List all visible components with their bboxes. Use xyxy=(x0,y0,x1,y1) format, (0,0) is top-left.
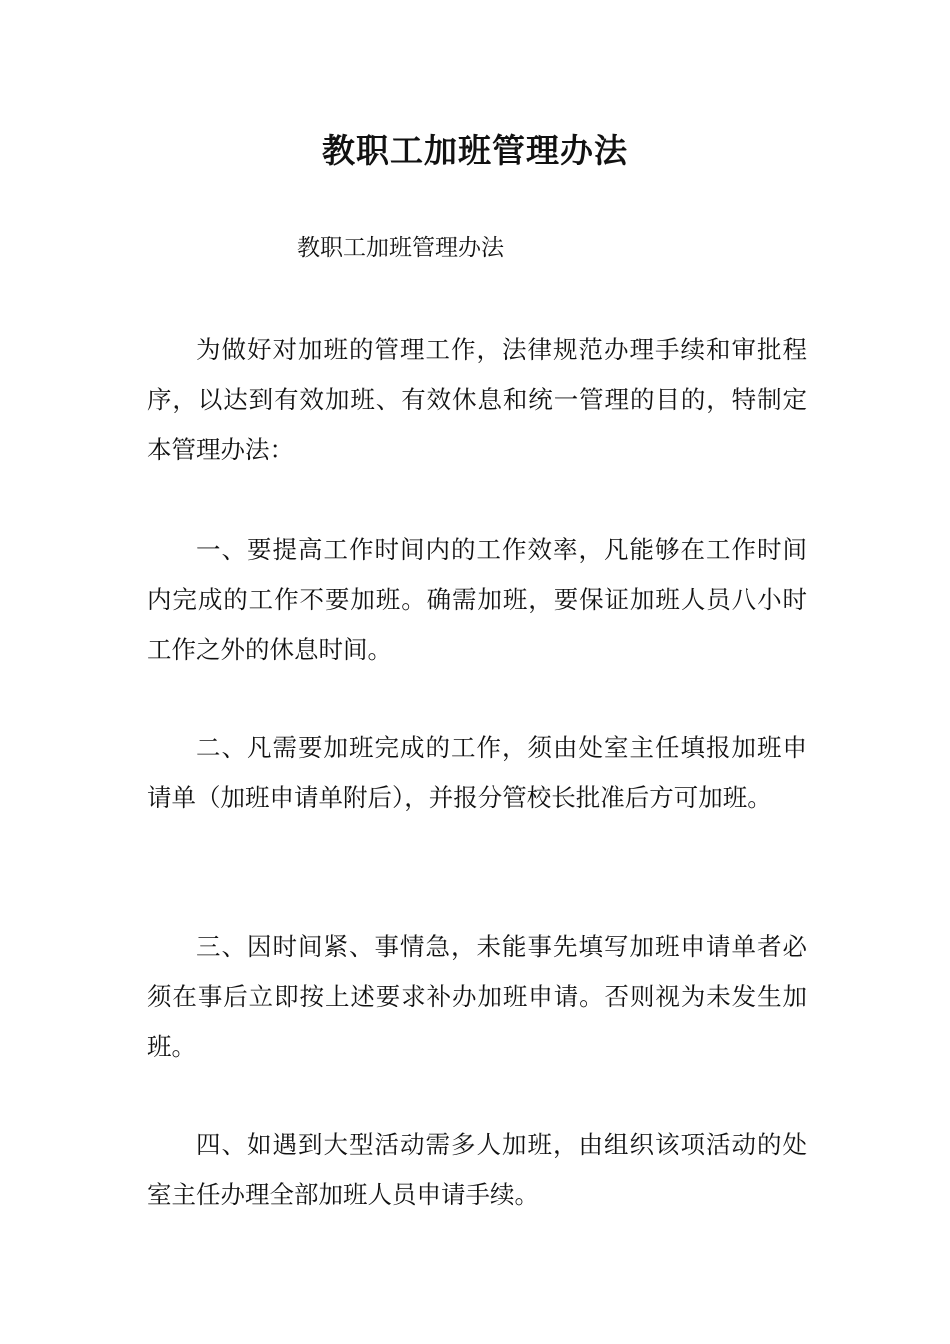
article-4-paragraph: 四、如遇到大型活动需多人加班，由组织该项活动的处室主任办理全部加班人员申请手续。 xyxy=(147,1130,807,1209)
article-3-paragraph: 三、因时间紧、事情急，未能事先填写加班申请单者必须在事后立即按上述要求补办加班申请。否则视为未发生加班。 xyxy=(147,932,807,1061)
article-1-paragraph: 一、要提高工作时间内的工作效率，凡能够在工作时间内完成的工作不要加班。确需加班，要保证加班人员八小时工作之外的休息时间。 xyxy=(147,535,807,664)
article-2-paragraph: 二、凡需要加班完成的工作，须由处室主任填报加班申请单（加班申请单附后），并报分管校长批准后方可加班。 xyxy=(147,733,807,812)
document-title: 教职工加班管理办法 xyxy=(322,131,628,170)
intro-paragraph: 为做好对加班的管理工作，法律规范办理手续和审批程序，以达到有效加班、有效休息和统一管理的目的，特制定本管理办法： xyxy=(147,335,807,464)
document-subtitle: 教职工加班管理办法 xyxy=(297,235,504,261)
